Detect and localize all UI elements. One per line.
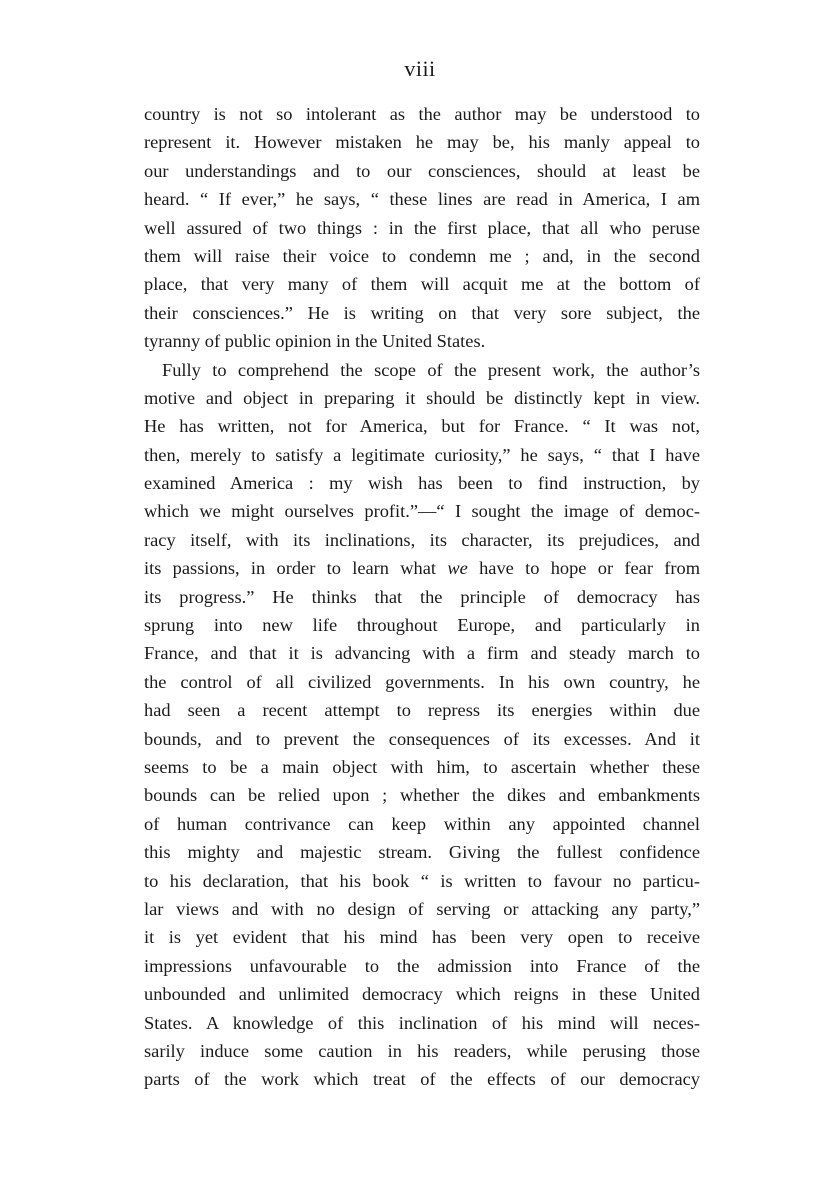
text-line: He has written, not for America, but for France. “ It was not, [144,416,700,437]
text-line: its progress.” He thinks that the principle of democracy has [144,586,700,607]
text-line: place, that very many of them will acquit me at the bottom of [144,274,700,295]
text-line: which we might ourselves profit.”—“ I sought the image of democ- [144,501,700,522]
text-segment: have to hope or fear from [467,558,701,579]
page-number: viii [404,56,436,81]
text-line: lar views and with no design of serving or attacking any party,” [144,898,700,919]
text-line: bounds can be relied upon ; whether the dikes and embankments [144,785,700,806]
text-line: sprung into new life throughout Europe, and particularly in [144,615,700,636]
text-line: heard. “ If ever,” he says, “ these lines are read in America, I am [144,189,700,210]
text-line: sarily induce some caution in his readers, while perusing those [144,1040,700,1061]
text-line: well assured of two things : in the first place, that all who peruse [144,217,700,238]
text-line: of human contrivance can keep within any appointed channel [144,813,700,834]
italic-emphasis: we [447,558,468,579]
text-line: motive and object in preparing it should be distinctly kept in view. [144,387,700,408]
text-line: to his declaration, that his book “ is written to favour no particu- [144,870,700,891]
text-line: them will raise their voice to condemn me ; and, in the second [144,245,700,266]
text-line: racy itself, with its inclinations, its character, its prejudices, and [144,529,700,550]
text-line: country is not so intolerant as the author may be understood to [144,104,700,124]
text-line: Fully to comprehend the scope of the present work, the author’s [162,359,700,380]
text-line: it is yet evident that his mind has been very open to receive [144,927,700,948]
paragraph [144,100,700,356]
text-line: had seen a recent attempt to repress its energies within due [144,700,700,721]
text-line [144,554,700,582]
text-line: impressions unfavourable to the admission into France of the [144,955,700,976]
body-text [144,100,700,1094]
text-line: our understandings and to our consciences, should at least be [144,160,700,181]
text-line: parts of the work which treat of the effects of our democracy [144,1069,700,1090]
text-line: represent it. However mistaken he may be, his manly appeal to [144,132,700,153]
paragraph [144,356,700,1094]
text-line: then, merely to satisfy a legitimate curiosity,” he says, “ that I have [144,444,700,465]
text-line: examined America : my wish has been to find instruction, by [144,473,700,494]
text-line: this mighty and majestic stream. Giving the fullest confidence [144,842,700,863]
text-line: bounds, and to prevent the consequences of its excesses. And it [144,728,700,749]
text-line: their consciences.” He is writing on that very sore subject, the [144,302,700,323]
text-line: France, and that it is advancing with a firm and steady march to [144,643,700,664]
text-line: States. A knowledge of this inclination of his mind will neces- [144,1012,700,1033]
text-segment: its passions, in order to learn what [144,558,448,579]
text-line: seems to be a main object with him, to ascertain whether these [144,756,700,777]
text-line: unbounded and unlimited democracy which reigns in these United [144,984,700,1005]
text-line: tyranny of public opinion in the United States. [144,331,486,352]
text-line: the control of all civilized governments. In his own country, he [144,671,700,692]
